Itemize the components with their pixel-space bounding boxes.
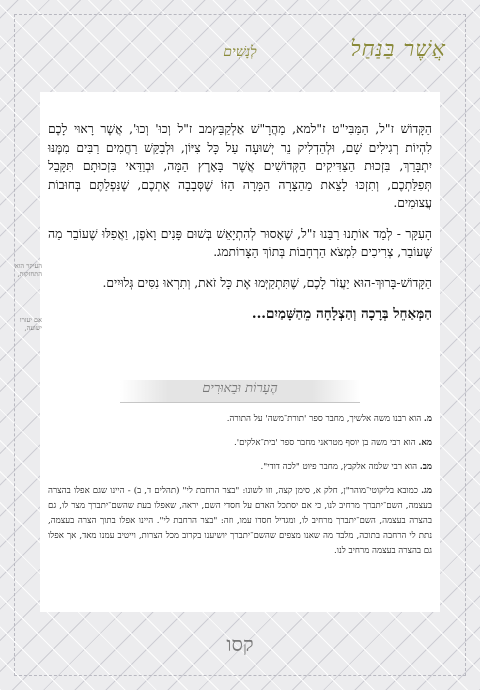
page-footer (0, 612, 480, 690)
side-note-2: אם יעזרו ישועה, (19, 316, 42, 332)
closing-blessing: הַמְּאַחֵל בְּרָכָה וְהַצְלָחָה מֵהַשָּׁמַיִם... (251, 306, 432, 322)
footnote: מב. הוא רבי שלמה אלקבץ, מחבר פיוט "לכה דודי". (260, 462, 432, 472)
section-title: לְנָשִׁים (223, 44, 257, 60)
paragraph-2: הָעִקָּר - לְמַד אוֹתָנוּ רַבֵּנוּ ז"ל, שֶׁאָסוּר לְהִתְיָאֵשׁ בְּשׁוּם פָּנִים וָאֹפֶן, וַאֲפִלּוּ שֶׁעוֹבֵר מַה שֶּׁעוֹבֵר, צְרִיכִים לִמְצֹא הַרְחָבוֹת בְּתוֹךְ הַצָּרוֹתמג. (48, 226, 432, 259)
footnote: מ. הוא רבנו משה אלשיך, מחבר ספר 'תורת־משה' על התורה. (226, 414, 432, 424)
page-number: קסו (226, 632, 254, 656)
book-title: אֲשֶׁר בַּנַּחַל (350, 37, 446, 62)
footnote: מג. כמובא בליקוטי־מוהר"ן, חלק א, סימן קצה, וזו לשונו: "בצר הרחבת לי" (תהלים ד, ב) - היינו שגם אפלו בהצרה בעצמה, השם־יתברך מרחיב לנו, כי אם יסתכל האדם על חסדי השם, יראה, שאפלו בעת שהשם־יתברך מצר לו, גם בהצרה בעצמה, השם־יתברך מרחיב לו, ומגדיל חסדו עמו, וזה: "בצר הרחבת לי". היינו אפלו בתוך הצרה בעצמה, נתת לי הרחבה בתוכה, מלבד מה שאנו מצפים שהשם־יתברך יושיענו בקרוב מכל הצרות, וייטיב עמנו מאד, אך אפלו גם בהצרה בעצמה מרחיב לנו. (48, 486, 432, 556)
footnote: מא. הוא רבי משה בן יוסף מטראני מחבר ספר 'בית־אלקים'. (233, 438, 432, 448)
footnotes (48, 412, 432, 568)
page-header (0, 0, 480, 92)
paragraph-1: הַקָּדוֹשׁ ז"ל, הַמַּבִּי"ט ז"למא, מַהֲרָ"שׁ אַלְקַבֵּץמב ז"ל וְכוּ' וְכוּ', אֲשֶׁר רָאוּי לָכֶם לִהְיוֹת רְגִילִים שָׁם, וּלְהַדְלִיק נֵר יְשׁוּעָה עַל כָּל צִיּוֹן, וּלְבַקֵּשׁ רַחֲמִים רַבִּים מִמֶּנּוּ יִתְבָּרַךְ, בִּזְכוּת הַצַּדִּיקִים הַקְּדוֹשִׁים אֲשֶׁר בָּאָרֶץ הֵמָּה, וּבְוַדַּאי בִּזְכוּתָם תִּקָּבֵל תְּפִלַּתְכֶם, וְתִזְכּוּ לָצֵאת מֵהַצָּרָה הַמָּרָה הַזּוֹ שֶׁסְּבָבָה אֶתְכֶם, שֶׁנִּפְלַתֶּם בְּחוּבוֹת עֲצוּמִים. (48, 122, 432, 210)
notes-banner: הֶעָרוֹת וּבֵאוּרִים (120, 380, 360, 403)
side-note-1: העיקר הוא התחזקות, (14, 262, 42, 278)
paragraph-3: הַקָּדוֹשׁ-בָּרוּךְ-הוּא יַעֲזֹר לָכֶם, שֶׁתִּתְקַיְּמוּ אֶת כָּל זֹאת, וְתִרְאוּ נִסִּים גְּלוּיִים. (102, 275, 432, 290)
main-text (48, 120, 432, 324)
